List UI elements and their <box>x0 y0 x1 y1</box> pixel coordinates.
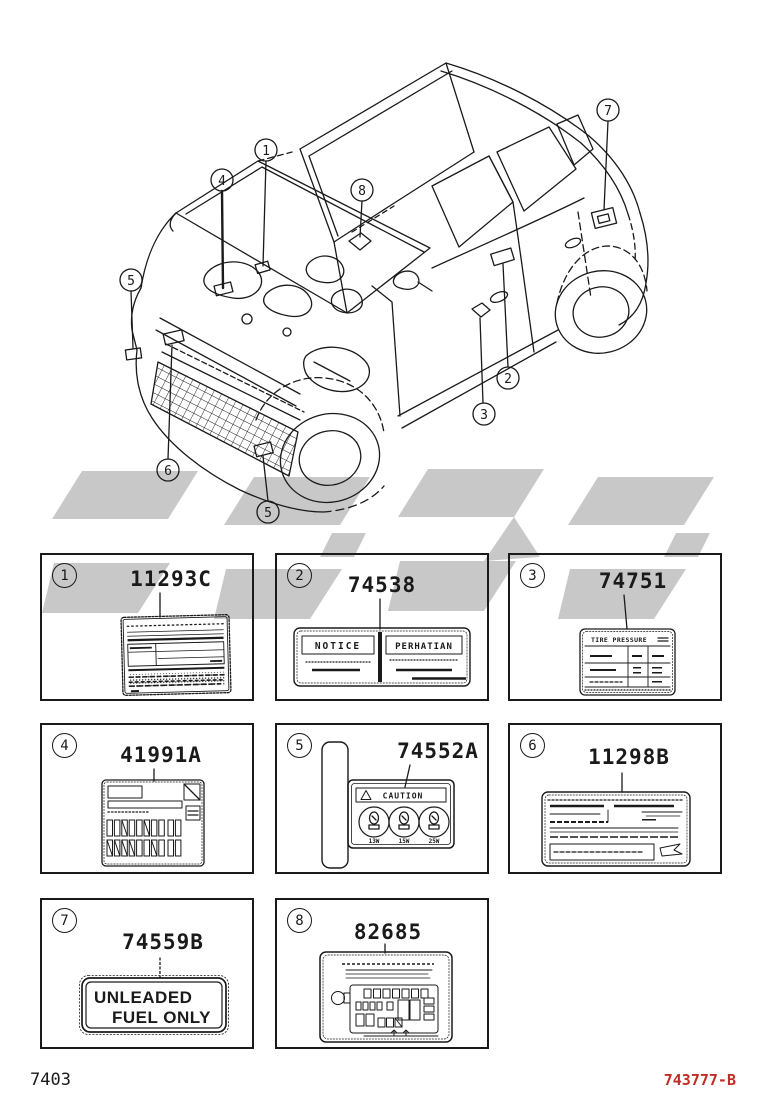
notice-text: NOTICE <box>314 641 362 652</box>
label-marker-6 <box>163 330 184 345</box>
part-box-3 <box>508 553 722 701</box>
label-marker-3 <box>472 303 490 317</box>
box-6-number: 6 <box>520 733 545 758</box>
tire-pressure-title: TIRE PRESSURE <box>590 636 648 644</box>
part-number-11298B: 11298B <box>588 745 670 769</box>
watt-label-2: 15W <box>398 838 410 845</box>
car-body <box>131 63 655 514</box>
part-box-4 <box>40 723 254 874</box>
callout-7-num: 7 <box>604 104 612 119</box>
part-number-74538: 74538 <box>347 573 417 597</box>
callout-2 <box>497 264 519 389</box>
part-number-41991A: 41991A <box>120 743 202 767</box>
part-number-82685: 82685 <box>353 920 423 944</box>
label-marker-7 <box>591 208 616 229</box>
part-box-7 <box>40 898 254 1049</box>
box-3-number: 3 <box>520 563 545 588</box>
part-box-8 <box>275 898 489 1049</box>
watt-label-3: 25W <box>428 838 440 845</box>
fuel-label-line1: UNLEADED <box>94 988 193 1007</box>
box-2-number: 2 <box>287 563 312 588</box>
part-number-74559B: 74559B <box>122 930 204 954</box>
callout-1-num: 1 <box>262 144 270 159</box>
caution-title: CAUTION <box>382 791 424 801</box>
callout-5-left-num: 5 <box>127 274 135 289</box>
callout-5-left <box>120 269 142 348</box>
callout-1 <box>255 139 277 266</box>
part-box-5 <box>275 723 489 874</box>
fuel-label-line2: FUEL ONLY <box>112 1008 211 1027</box>
callout-5-front-num: 5 <box>264 506 272 521</box>
callout-3-num: 3 <box>480 408 488 423</box>
callout-6-num: 6 <box>164 464 172 479</box>
box-5-number: 5 <box>287 733 312 758</box>
part-number-74552A: 74552A <box>397 739 479 763</box>
part-box-1 <box>40 553 254 701</box>
drawing-number: 743777-B <box>663 1071 736 1089</box>
callout-3 <box>473 318 495 425</box>
callout-4-num: 4 <box>218 174 226 189</box>
watt-label-1: 13W <box>368 838 380 845</box>
callout-2-num: 2 <box>504 372 512 387</box>
label-marker-5-left <box>125 348 141 360</box>
car-diagram <box>0 0 760 545</box>
callout-8-num: 8 <box>358 184 366 199</box>
box-1-number: 1 <box>52 563 77 588</box>
box-7-number: 7 <box>52 908 77 933</box>
part-box-2 <box>275 553 489 701</box>
part-number-11293C: 11293C <box>130 567 212 591</box>
part-number-74751: 74751 <box>598 569 668 593</box>
box-4-number: 4 <box>52 733 77 758</box>
perhatian-text: PERHATIAN <box>395 642 453 652</box>
part-box-6 <box>508 723 722 874</box>
box-8-number: 8 <box>287 908 312 933</box>
callouts <box>120 99 619 523</box>
label-marker-2 <box>491 248 515 266</box>
page-code: 7403 <box>30 1070 71 1090</box>
